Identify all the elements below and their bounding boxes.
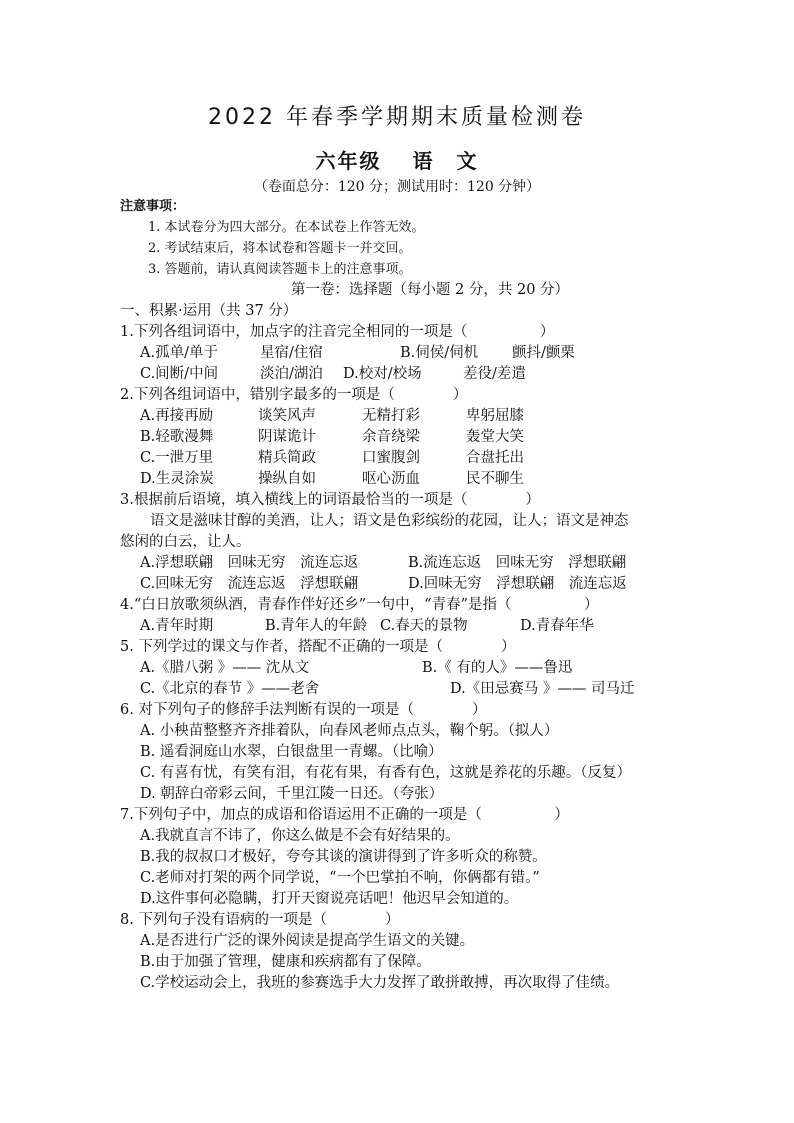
question-stem: 4.“白日放歌须纵酒，青春作伴好还乡”一句中，“青春”是指（ ） [120,597,599,613]
option-cell: A.青年时期 [140,618,214,634]
option-row [120,343,700,364]
volume-heading: 第一卷：选择题（每小题 2 分，共 20 分） [290,282,570,298]
passage-line: 语文是滋味甘醇的美酒，让人；语文是色彩缤纷的花园，让人；语文是神态 [150,513,629,529]
option-cell: D.《田忌赛马 》—— 司马迁 [450,681,635,697]
notice-item: 2. 考试结束后，将本试卷和答题卡一并交回。 [148,241,412,256]
notice-heading: 注意事项： [120,199,186,214]
option-line: A.我就直言不讳了，你这么做是不会有好结果的。 [140,828,460,844]
question-stem: 7.下列句子中，加点的成语和俗语运用不正确的一项是（ ） [120,807,569,823]
option-line: B. 遥看洞庭山水翠，白银盘里一青螺。（比喻） [140,744,443,760]
option-cell: 阴谋诡计 [258,429,316,445]
option-line: C.学校运动会上，我班的参赛选手大力发挥了敢拼敢搏，再次取得了佳绩。 [140,975,620,991]
option-row [120,616,700,637]
option-cell: 无精打彩 [362,408,420,424]
option-cell: A.再接再励 [140,408,214,424]
option-cell: 口蜜腹剑 [362,450,420,466]
option-cell: 淡泊/湖泊 [260,366,323,382]
question-stem: 5. 下列学过的课文与作者，搭配不正确的一项是（ ） [120,639,516,655]
passage-line: 悠闲的白云，让人。 [120,534,251,550]
question-stem: 1.下列各组词语中，加点字的注音完全相同的一项是（ ） [120,324,555,340]
option-line: C.老师对打架的两个同学说，“一个巴掌拍不响，你俩都有错。” [140,870,540,886]
option-cell: C.回味无穷 流连忘返 浮想联翩 [140,576,359,592]
option-cell: C.一泄万里 [140,450,214,466]
option-cell: 余音绕梁 [362,429,420,445]
option-cell: B.轻歌漫舞 [140,429,214,445]
option-cell: D.生灵涂炭 [140,471,214,487]
question-stem: 2.下列各组词语中，错别字最多的一项是（ ） [120,387,468,403]
section-heading: 一、积累·运用（共 37 分） [120,303,298,319]
option-cell: C.《北京的春节 》——老舍 [140,681,320,697]
option-cell: 呕心沥血 [362,471,420,487]
exam-title: 2022 年春季学期期末质量检测卷 [208,105,586,130]
option-line: A. 小秧苗整整齐齐排着队，向春风老师点点头，鞠个躬。（拟人） [140,723,559,739]
question-stem: 8. 下列句子没有语病的一项是（ ） [120,912,400,928]
notice-item: 1. 本试卷分为四大部分。在本试卷上作答无效。 [148,220,425,235]
option-cell: 谈笑风声 [258,408,316,424]
option-line: C. 有喜有忧，有笑有泪，有花有果，有香有色，这就是养花的乐趣。（反复） [140,765,632,781]
option-row [120,469,700,490]
option-cell: D.回味无穷 浮想联翩 流连忘返 [408,576,627,592]
exam-subtitle: 六年级 语 文 [315,149,479,173]
option-cell: 星宿/住宿 [260,345,323,361]
option-cell: 差役/差遣 [463,366,526,382]
exam-content [120,196,700,994]
option-row [120,658,700,679]
option-row [120,406,700,427]
exam-info: （卷面总分：120 分；测试用时：120 分钟） [253,179,541,195]
option-cell: D.青春年华 [520,618,594,634]
option-cell: 颤抖/颤栗 [512,345,575,361]
option-line: B.我的叔叔口才极好，夸夸其谈的演讲得到了许多听众的称赞。 [140,849,547,865]
notice-item: 3. 答题前，请认真阅读答题卡上的注意事项。 [148,262,412,277]
option-line: A.是否进行广泛的课外阅读是提高学生语文的关键。 [140,933,475,949]
option-cell: D.校对/校场 [343,366,422,382]
option-cell: B.青年人的年龄 [265,618,368,634]
option-line: B.由于加强了管理，健康和疾病都有了保障。 [140,954,431,970]
option-cell: C.春天的景物 [380,618,468,634]
option-cell: 民不聊生 [466,471,524,487]
option-row [120,448,700,469]
option-cell: B.《 有的人》——鲁迅 [422,660,573,676]
question-stem: 6. 对下列句子的修辞手法判断有误的一项是（ ） [120,702,487,718]
option-cell: B.流连忘返 回味无穷 浮想联翩 [408,555,627,571]
option-cell: 轰堂大笑 [466,429,524,445]
option-row [120,553,700,574]
option-cell: C.间断/中间 [140,366,219,382]
option-cell: A.孤单/单于 [140,345,218,361]
option-cell: 操纵自如 [258,471,316,487]
option-cell: A.《腊八粥 》—— 沈从文 [140,660,310,676]
option-row [120,364,700,385]
option-line: D. 朝辞白帝彩云间，千里江陵一日还。（夸张） [140,786,444,802]
option-row [120,679,700,700]
option-row [120,574,700,595]
question-stem: 3.根据前后语境，填入横线上的词语最恰当的一项是（ ） [120,492,540,508]
option-cell: 精兵简政 [258,450,316,466]
option-cell: 卑躬屈膝 [466,408,524,424]
option-cell: 合盘托出 [466,450,524,466]
option-line: D.这件事何必隐瞒，打开天窗说亮话吧！他迟早会知道的。 [140,891,519,907]
option-cell: B.伺侯/伺机 [400,345,479,361]
option-row [120,427,700,448]
option-cell: A.浮想联翩 回味无穷 流连忘返 [140,555,359,571]
